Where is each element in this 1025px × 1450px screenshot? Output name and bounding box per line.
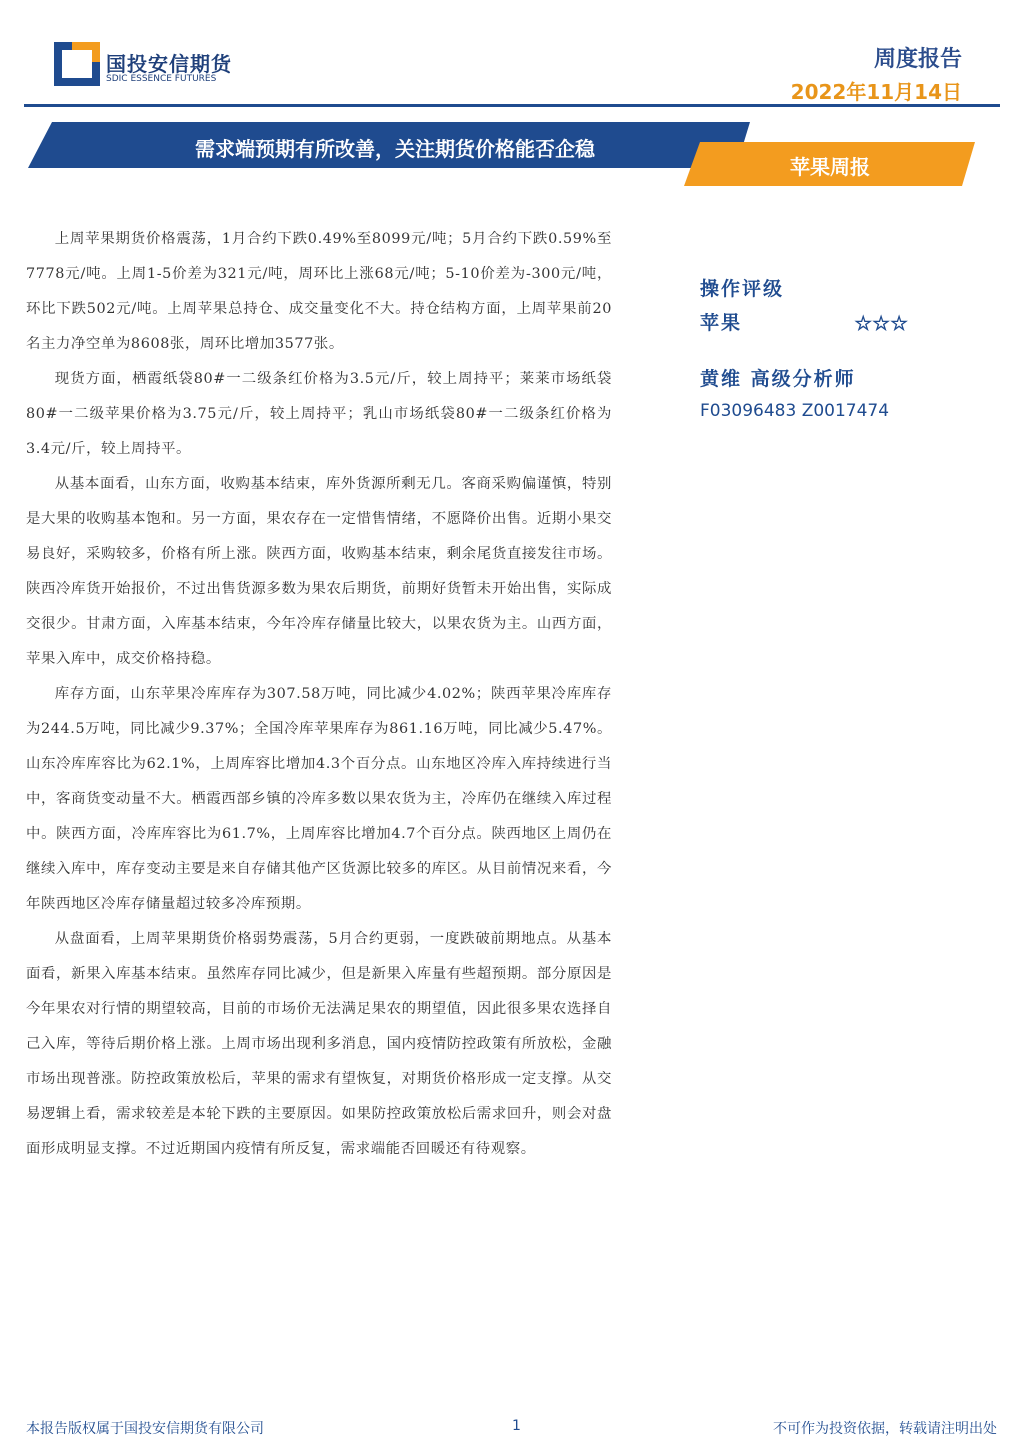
report-type: 周度报告 (873, 47, 962, 72)
report-body (26, 222, 612, 1167)
analyst-certificates: F03096483 Z0017474 (700, 401, 890, 421)
logo-english-name: SDIC ESSENCE FUTURES (106, 74, 217, 84)
rating-row (700, 306, 908, 340)
paragraph-fundamentals: 从基本面看，山东方面，收购基本结束，库外货源所剩无几。客商采购偏谨慎，特别是大果的收购基本饱和。另一方面，果农存在一定惜售情绪，不愿降价出售。近期小果交易良好，采购较多，价格有所上涨。陕西方面，收购基本结束，剩余尾货直接发往市场。陕西冷库货开始报价，不过出售货源多数为果农后期货，前期好货暂未开始出售，实际成交很少。甘肃方面，入库基本结束，今年冷库存储量比较大，以果农货为主。山西方面，苹果入库中，成交价格持稳。 (26, 476, 612, 667)
report-category-tag: 苹果周报 (790, 155, 870, 179)
rating-sidebar (700, 272, 980, 426)
logo-chinese-name: 国投安信期货 (106, 52, 232, 76)
header-divider (24, 104, 1000, 107)
rating-stars-icon: ☆☆☆ (854, 311, 908, 335)
report-date: 2022年11月14日 (790, 80, 962, 104)
paragraph-futures: 上周苹果期货价格震荡，1月合约下跌0.49%至8099元/吨；5月合约下跌0.59%至7778元/吨。上周1-5价差为321元/吨，周环比上涨68元/吨；5-10价差为-300元/吨，环比下跌502元/吨。上周苹果总持仓、成交量变化不大。持仓结构方面，上周苹果前20名主力净空单为8608张，周环比增加3577张。 (26, 231, 612, 352)
report-headline: 需求端预期有所改善，关注期货价格能否企稳 (195, 137, 595, 161)
paragraph-spot: 现货方面，栖霞纸袋80#一二级条红价格为3.5元/斤，较上周持平；莱莱市场纸袋80#一二级苹果价格为3.75元/斤，较上周持平；乳山市场纸袋80#一二级条红价格为3.4元/斤，较上周持平。 (26, 371, 612, 457)
rating-label: 操作评级 (700, 278, 785, 300)
paragraph-outlook: 从盘面看，上周苹果期货价格弱势震荡，5月合约更弱，一度跌破前期地点。从基本面看，新果入库基本结束。虽然库存同比减少，但是新果入库量有些超预期。部分原因是今年果农对行情的期望较高，目前的市场价无法满足果农的期望值，因此很多果农选择自己入库，等待后期价格上涨。上周市场出现利多消息，国内疫情防控政策有所放松，金融市场出现普涨。防控政策放松后，苹果的需求有望恢复，对期货价格形成一定支撑。从交易逻辑上看，需求较差是本轮下跌的主要原因。如果防控政策放松后需求回升，则会对盘面形成明显支撑。不过近期国内疫情有所反复，需求端能否回暖还有待观察。 (26, 931, 612, 1157)
paragraph-inventory: 库存方面，山东苹果冷库库存为307.58万吨，同比减少4.02%；陕西苹果冷库库存为244.5万吨，同比减少9.37%；全国冷库苹果库存为861.16万吨，同比减少5.47%。山东冷库库容比为62.1%，上周库容比增加4.3个百分点。山东地区冷库入库持续进行当中，客商货变动量不大。栖霞西部乡镇的冷库多数以果农货为主，冷库仍在继续入库过程中。陕西方面，冷库库容比为61.7%，上周库容比增加4.7个百分点。陕西地区上周仍在继续入库中，库存变动主要是来自存储其他产区货源比较多的库区。从目前情况来看，今年陕西地区冷库存储量超过较多冷库预期。 (26, 686, 612, 912)
rating-product: 苹果 (700, 312, 743, 334)
company-logo (54, 42, 254, 92)
logo-mark-icon (54, 42, 100, 86)
analyst-name: 黄维 高级分析师 (700, 368, 856, 390)
page-number: 1 (512, 1418, 521, 1434)
footer-disclaimer: 不可作为投资依据，转载请注明出处 (773, 1421, 997, 1437)
footer-copyright: 本报告版权属于国投安信期货有限公司 (26, 1421, 264, 1437)
